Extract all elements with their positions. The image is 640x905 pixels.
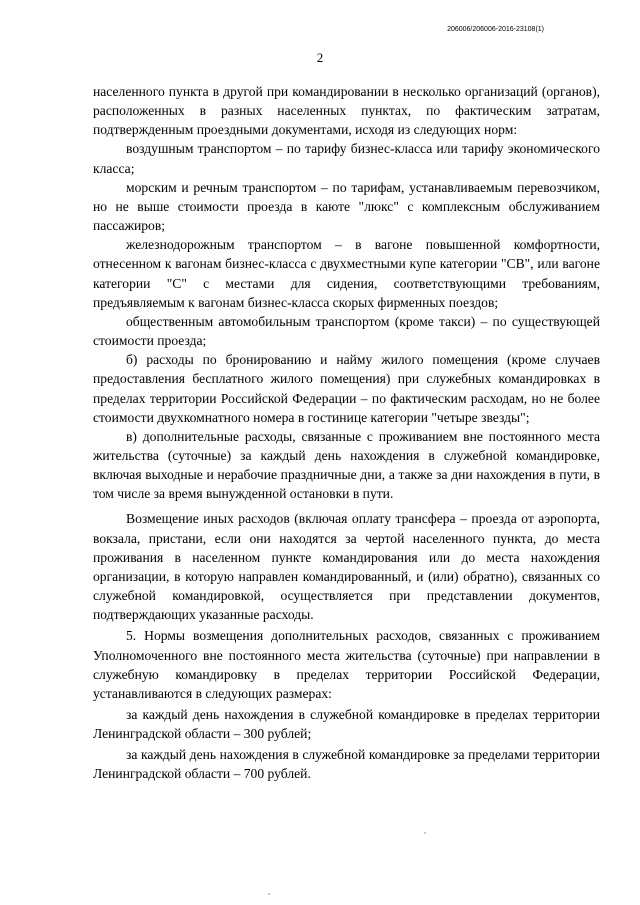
paragraph-rate-leningrad-region: за каждый день нахождения в служебной командировке в пределах территории Ленинградской области – 300 рублей; bbox=[93, 707, 600, 742]
paragraph-public-road-transport: общественным автомобильным транспортом (кроме такси) – по существующей стоимости проезда; bbox=[93, 313, 600, 349]
paragraph-continuation: населенного пункта в другой при командировании в несколько организаций (органов), расположенных в разных населенных пунктах, по фактическим затратам, подтвержденным проездными документами, исходя из следующих норм: bbox=[93, 84, 600, 138]
paragraph-air-transport: воздушным транспортом – по тарифу бизнес-класса или тарифу экономического класса; bbox=[93, 141, 600, 176]
paragraph-other-expenses: Возмещение иных расходов (включая оплату трансфера – проезда от аэропорта, вокзала, пристани, если они находятся за чертой населенного пункта, до места проживания в населенном пункте командирования или до места нахождения организации, в которую направлен командированный, и (или) обратно), связанных со служебной командировкой, осуществляется при представлении документов, подтверждающих указанные расходы. bbox=[93, 511, 600, 623]
scan-speck bbox=[424, 832, 426, 834]
page-number: 2 bbox=[316, 50, 324, 65]
paragraph-railway-transport: железнодорожным транспортом – в вагоне повышенной комфортности, отнесенном к вагонам бизнес-класса с двухместными купе категории "СВ", или вагоне категории "С" с местами для сидения, соответствующими требованиям, предъявляемым к вагонам бизнес-класса скорых фирменных поездов; bbox=[93, 237, 600, 310]
document-code: 206006/206006-2016-23108(1) bbox=[447, 26, 544, 33]
paragraph-per-diem-expenses: в) дополнительные расходы, связанные с проживанием вне постоянного места жительства (суточные) за каждый день нахождения в служебной командировке, включая выходные и нерабочие праздничные дни, а также за дни нахождения в пути, в том числе за время вынужденной остановки в пути. bbox=[93, 428, 600, 502]
paragraph-housing-expenses: б) расходы по бронированию и найму жилого помещения (кроме случаев предоставления бесплатного жилого помещения) при служебных командировках в пределах территории Российской Федерации – по фактическим расходам, но не более стоимости двухкомнатного номера в гостинице категории "четыре звезды"; bbox=[93, 352, 600, 425]
scan-speck bbox=[268, 893, 270, 895]
paragraph-item-5: 5. Нормы возмещения дополнительных расходов, связанных с проживанием Уполномоченного вне постоянного места жительства (суточные) при направлении в служебную командировку в пределах территории Российской Федерации, устанавливаются в следующих размерах: bbox=[93, 628, 600, 701]
paragraph-rate-outside-region: за каждый день нахождения в служебной командировке за пределами территории Ленинградской области – 700 рублей. bbox=[93, 747, 600, 782]
paragraph-sea-river-transport: морским и речным транспортом – по тарифам, устанавливаемым перевозчиком, но не выше стоимости проезда в каюте "люкс" с комплексным обслуживанием пассажиров; bbox=[93, 179, 600, 234]
document-body bbox=[93, 82, 600, 784]
